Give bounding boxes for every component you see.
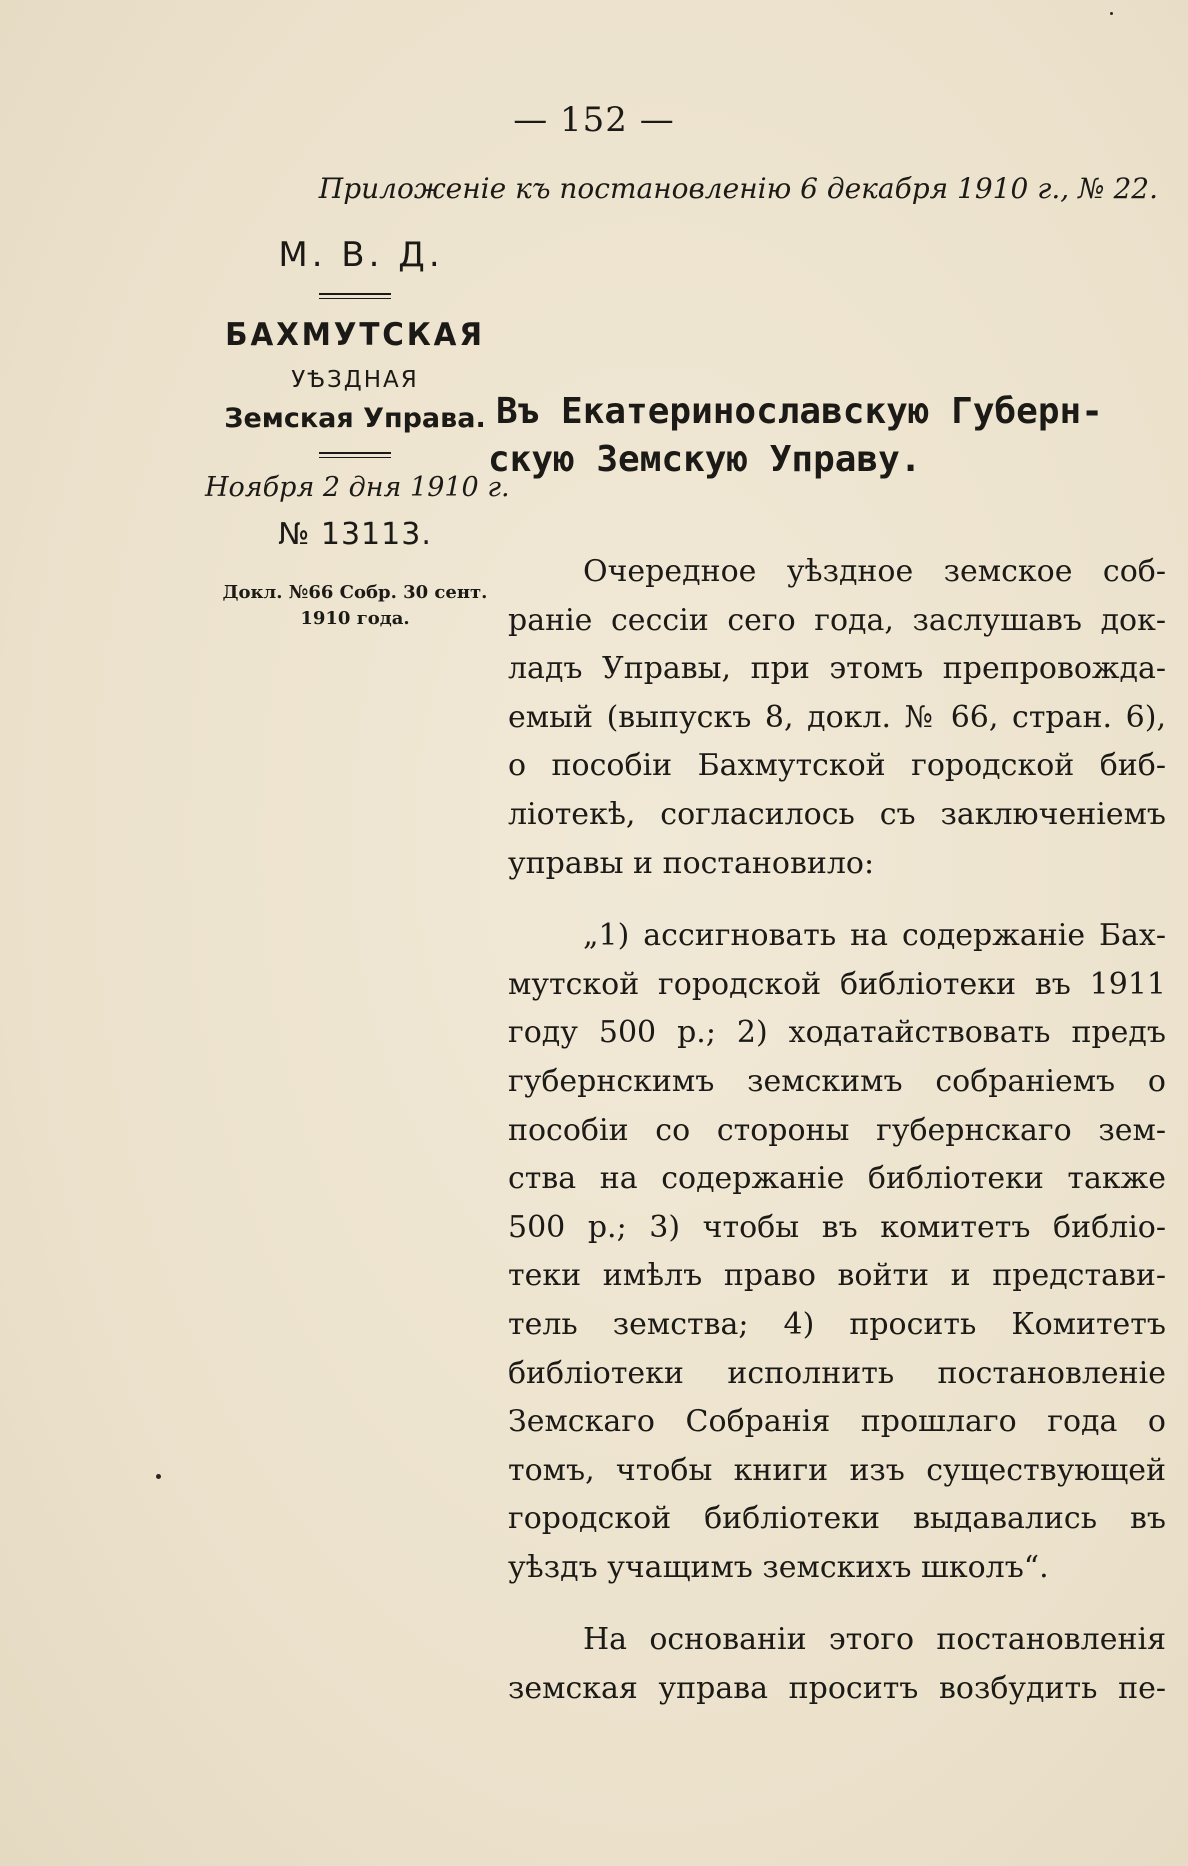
text-line: уѣздъ учащимъ земскихъ школъ“. bbox=[508, 1549, 1049, 1585]
double-rule-bottom bbox=[319, 452, 391, 458]
text-line: году 500 р.; 2) ходатайствовать предъ bbox=[508, 1015, 1166, 1051]
district-name: БАХМУТСКАЯ bbox=[225, 317, 485, 353]
text-line: о пособіи Бахмутской городской биб- bbox=[508, 748, 1166, 784]
text-line: ства на содержаніе библіотеки также bbox=[508, 1161, 1166, 1197]
ink-speck bbox=[156, 1474, 161, 1479]
text-line: библіотеки исполнить постановленіе bbox=[508, 1355, 1166, 1391]
text-line: „1) ассигновать на содержаніе Бах- bbox=[583, 918, 1166, 954]
text-line: емый (выпускъ 8, докл. № 66, стран. 6), bbox=[508, 699, 1166, 735]
text-line: губернскимъ земскимъ собраніемъ о bbox=[508, 1063, 1166, 1099]
ministry-abbreviation: М. В. Д. bbox=[278, 235, 444, 275]
addressee-line: скую Земскую Управу. bbox=[488, 439, 922, 480]
text-line: Земскаго Собранія прошлаго года о bbox=[508, 1404, 1166, 1440]
paragraph-3 bbox=[508, 1616, 1166, 1713]
paragraph-1 bbox=[508, 548, 1166, 888]
zemstvo-board-label: Земская Управа. bbox=[224, 403, 486, 434]
double-rule-top bbox=[319, 293, 391, 299]
letter-date: Ноября 2 дня 1910 г. bbox=[205, 472, 510, 503]
addressee bbox=[488, 388, 1166, 484]
report-reference bbox=[205, 580, 505, 632]
text-line: теки имѣлъ право войти и представи- bbox=[508, 1258, 1166, 1294]
letter-body bbox=[508, 548, 1166, 1714]
addressee-line: Въ Екатеринославскую Губерн- bbox=[496, 391, 1103, 432]
report-reference-line: 1910 года. bbox=[300, 608, 410, 629]
text-line: томъ, чтобы книги изъ существующей bbox=[508, 1452, 1166, 1488]
uezd-label: УѢЗДНАЯ bbox=[291, 367, 419, 393]
text-line: мутской городской библіотеки въ 1911 bbox=[508, 966, 1166, 1002]
text-line: городской библіотеки выдавались въ bbox=[508, 1501, 1166, 1537]
text-line: 500 р.; 3) чтобы въ комитетъ библіо- bbox=[508, 1209, 1166, 1245]
outgoing-number: № 13113. bbox=[278, 517, 432, 552]
text-line: На основаніи этого постановленія bbox=[583, 1622, 1166, 1658]
appendix-note: Приложеніе къ постановленію 6 декабря 1910 г., № 22. bbox=[318, 172, 1158, 205]
text-line: земская управа проситъ возбудить пе- bbox=[508, 1671, 1166, 1707]
text-line: пособіи со стороны губернскаго зем- bbox=[508, 1112, 1166, 1148]
paragraph-2 bbox=[508, 912, 1166, 1592]
text-line: раніе сессіи сего года, заслушавъ док- bbox=[508, 602, 1166, 638]
letterhead bbox=[205, 235, 510, 632]
report-reference-line: Докл. №66 Собр. 30 сент. bbox=[222, 582, 488, 603]
text-line: тель земства; 4) просить Комитетъ bbox=[508, 1306, 1166, 1342]
ink-speck bbox=[1110, 12, 1113, 15]
text-line: управы и постановило: bbox=[508, 845, 875, 881]
text-line: ладъ Управы, при этомъ препровожда- bbox=[508, 651, 1166, 687]
text-line: Очередное уѣздное земское соб- bbox=[583, 554, 1166, 589]
page-number: — 152 — bbox=[513, 100, 675, 140]
text-line: ліотекѣ, согласилось съ заключеніемъ bbox=[508, 796, 1166, 832]
